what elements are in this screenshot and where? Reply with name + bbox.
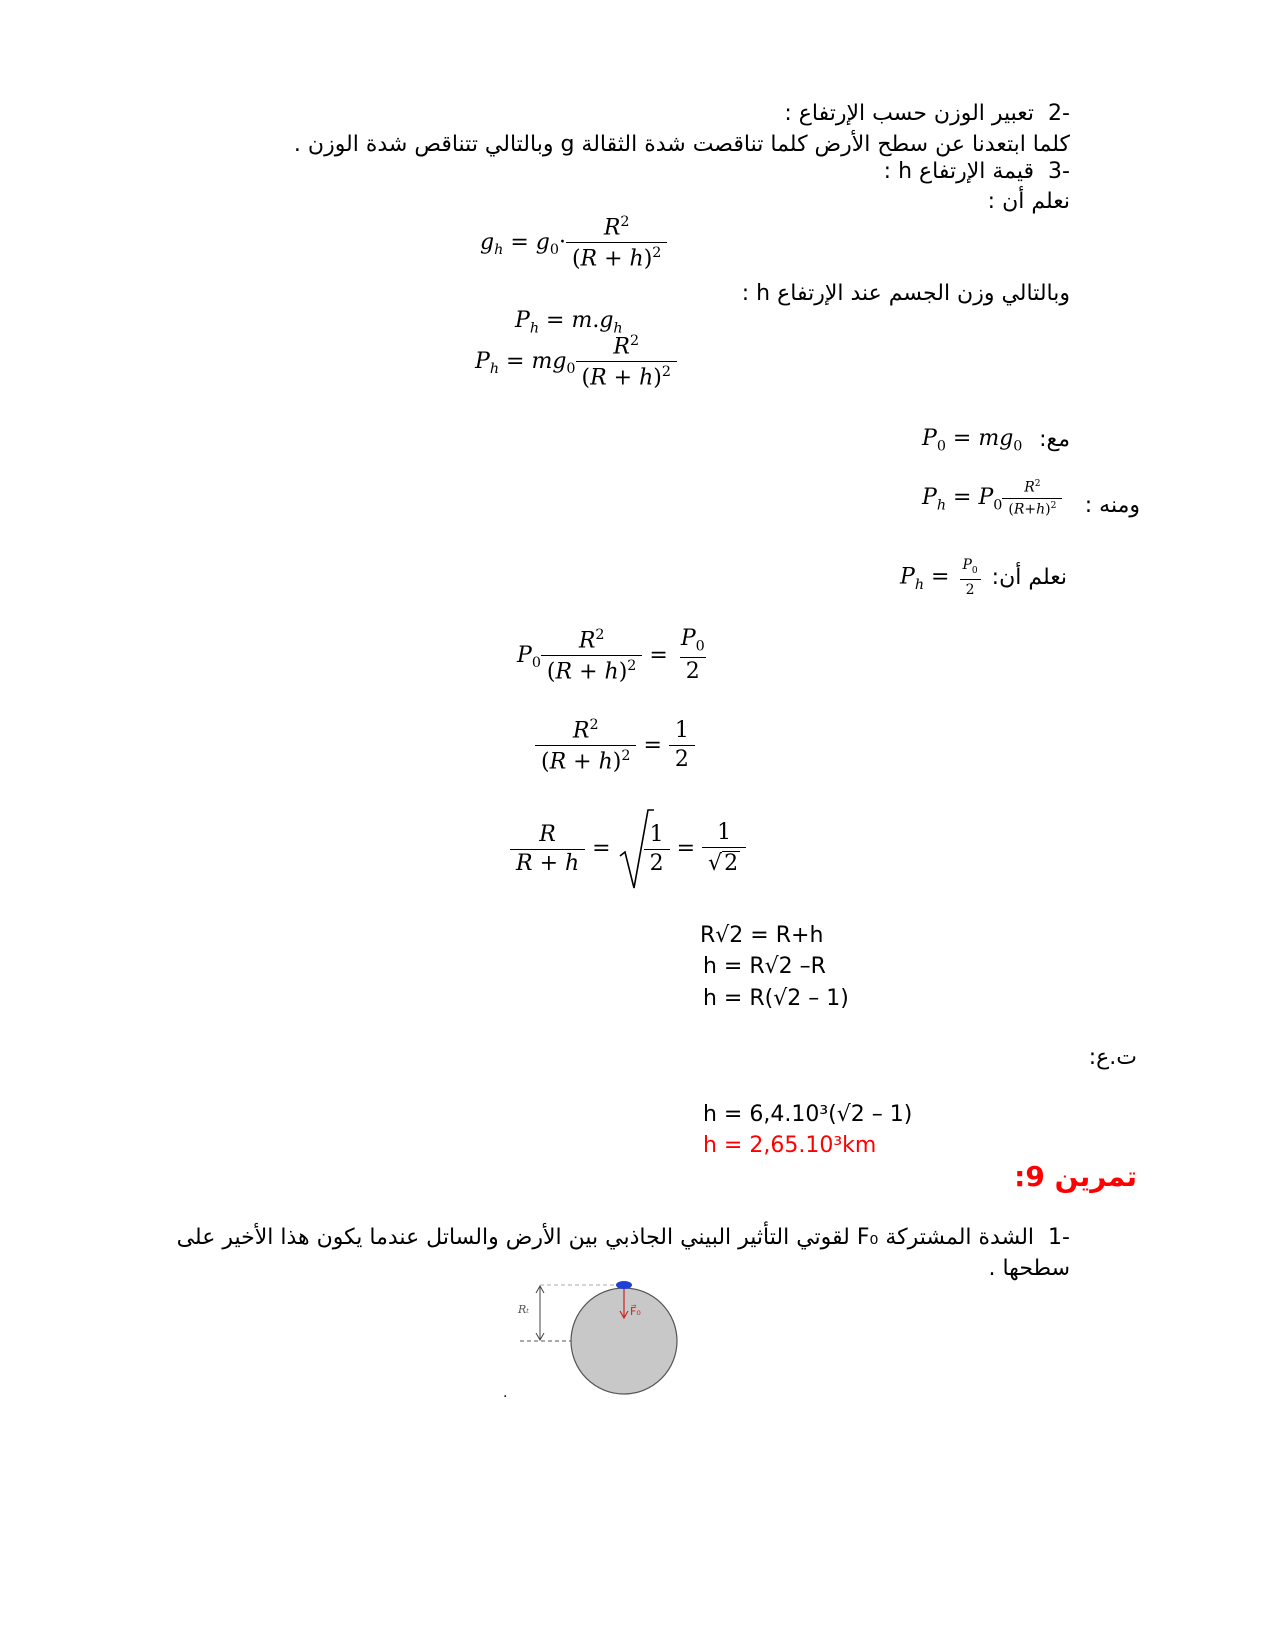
known2-label: نعلم أن:	[991, 565, 1067, 590]
exercise-9-item-text: الشدة المشتركة F₀ لقوتي التأثير البيني الجاذبي بين الأرض والساتل عندما يكون هذا الأخير على	[176, 1225, 1035, 1250]
formula-weight-expanded: $P_h = mg_0$ $\frac{R^2}{(R + h)^2}$	[475, 334, 677, 390]
formula-half-weight: $P_h$ = $\frac{P_0}{2}$	[900, 558, 984, 597]
known-label: نعلم أن :	[987, 189, 1070, 214]
exercise-9-item-line-1	[177, 1222, 1070, 1253]
stray-dot: .	[503, 1385, 508, 1401]
numeric-application-label: ت.ع:	[1088, 1045, 1137, 1070]
equation-numeric: h = 6,4.10³(√2 – 1)	[703, 1102, 913, 1127]
section-3-number: -3	[1048, 159, 1070, 184]
force-label: F⃗₀	[630, 1305, 641, 1318]
formula-equation-3: $\frac{R}{R + h}$ = $\frac{1}{2}$ = $\frac{1}{√2}$	[510, 808, 746, 890]
radius-label: Rₜ	[518, 1303, 529, 1316]
section-2-heading-line	[784, 98, 1070, 129]
hence-label: ومنه :	[1084, 493, 1140, 518]
exercise-9-item-number: -1	[1048, 1225, 1070, 1250]
section-2-number: -2	[1048, 101, 1070, 126]
formula-weight-ratio: $P_h = P_0$ $\frac{R^2}{(R+h)^2}$	[922, 480, 1062, 516]
section-3-heading-line	[884, 156, 1070, 187]
then-weight-label: وبالتالي وزن الجسم عند الإرتفاع h :	[741, 281, 1070, 306]
section-2-heading: تعبير الوزن حسب الإرتفاع :	[784, 101, 1035, 126]
equation-line-2: h = R√2 –R	[703, 954, 826, 979]
exercise-9-item-line-2: سطحها .	[988, 1256, 1070, 1281]
formula-weight-at-height: $P_h = m.g_h$	[515, 308, 623, 337]
section-3-heading: قيمة الإرتفاع h :	[883, 159, 1035, 184]
formula-gravity-at-height: $g_h = g_0\cdot$ $\frac{R^2}{(R + h)^2}$	[480, 215, 667, 271]
equation-line-3: h = R(√2 – 1)	[703, 986, 849, 1011]
formula-equation-1: $P_0$ $\frac{R^2}{(R + h)^2}$ = $\frac{P_0}{2}$	[517, 626, 705, 685]
section-2-text: كلما ابتعدنا عن سطح الأرض كلما تناقصت شدة الثقالة g وبالتالي تتناقص شدة الوزن .	[293, 132, 1070, 157]
formula-equation-2: $\frac{R^2}{(R + h)^2}$ = $\frac{1}{2}$	[535, 718, 695, 774]
formula-ground-weight: $P_0 = mg_0$	[922, 426, 1023, 455]
satellite-marker	[616, 1281, 632, 1289]
exercise-9-title: تمرين 9:	[1014, 1160, 1137, 1193]
equation-line-1: R√2 = R+h	[700, 923, 824, 948]
earth-satellite-figure	[500, 1275, 700, 1405]
equation-result: h = 2,65.10³km	[703, 1133, 877, 1158]
with-label: مع:	[1039, 427, 1070, 452]
